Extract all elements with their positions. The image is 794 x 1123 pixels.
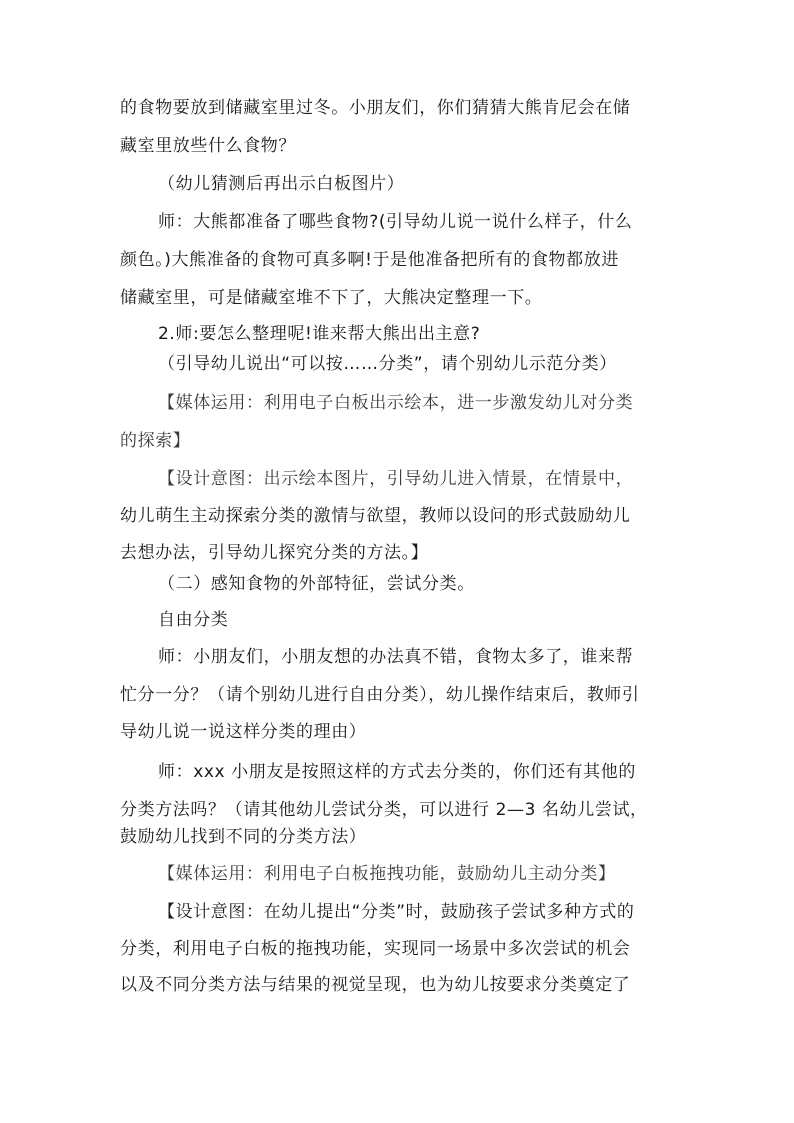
text-line: 颜色。)大熊准备的食物可真多啊!于是他准备把所有的食物都放进 <box>120 250 619 270</box>
text-line: 以及不同分类方法与结果的视觉呈现，也为幼儿按要求分类奠定了 <box>120 975 631 995</box>
section-heading: （二）感知食物的外部特征，尝试分类。 <box>158 574 475 594</box>
text-line: 储藏室里，可是储藏室堆不下了，大熊决定整理一下。 <box>120 288 543 308</box>
text-line: 导幼儿说一说这样分类的理由） <box>120 722 367 742</box>
text-line: 师：小朋友们，小朋友想的办法真不错，食物太多了，谁来帮 <box>158 647 634 667</box>
text-line: 幼儿萌生主动探索分类的激情与欲望，教师以设问的形式鼓励幼儿 <box>120 506 631 526</box>
media-note: 的探索】 <box>120 431 191 451</box>
text-line: 2.师:要怎么整理呢!谁来帮大熊出出主意? <box>158 324 481 344</box>
text-line: 忙分一分？（请个别幼儿进行自由分类），幼儿操作结束后，教师引 <box>120 685 640 705</box>
text-line: 的食物要放到储藏室里过冬。小朋友们，你们猜猜大熊肯尼会在储 <box>120 98 631 118</box>
text-line: 去想办法，引导幼儿探究分类的方法。】 <box>120 543 429 563</box>
text-line: 师：大熊都准备了哪些食物?(引导幼儿说一说什么样子，什么 <box>158 212 633 232</box>
media-note: 【媒体运用：利用电子白板出示绘本，进一步激发幼儿对分类 <box>158 393 634 413</box>
design-note: 【设计意图：在幼儿提出“分类”时，鼓励孩子尝试多种方式的 <box>158 902 635 922</box>
text-line: （引导幼儿说出“可以按……分类”，请个别幼儿示范分类） <box>158 354 617 374</box>
text-line: 分类方法吗？（请其他幼儿尝试分类，可以进行 2—3 名幼儿尝试， <box>120 800 648 820</box>
text-line: （幼儿猜测后再出示白板图片） <box>158 174 405 194</box>
media-note: 【媒体运用：利用电子白板拖拽功能，鼓励幼儿主动分类】 <box>158 864 616 884</box>
design-note: 【设计意图：出示绘本图片，引导幼儿进入情景，在情景中， <box>158 469 634 489</box>
text-line: 鼓励幼儿找到不同的分类方法） <box>120 827 367 847</box>
text-line: 分类，利用电子白板的拖拽功能，实现同一场景中多次尝试的机会 <box>120 939 631 959</box>
text-line: 藏室里放些什么食物？ <box>120 136 296 156</box>
subheading: 自由分类 <box>158 610 229 630</box>
text-line: 师：xxx 小朋友是按照这样的方式去分类的，你们还有其他的 <box>158 762 636 782</box>
